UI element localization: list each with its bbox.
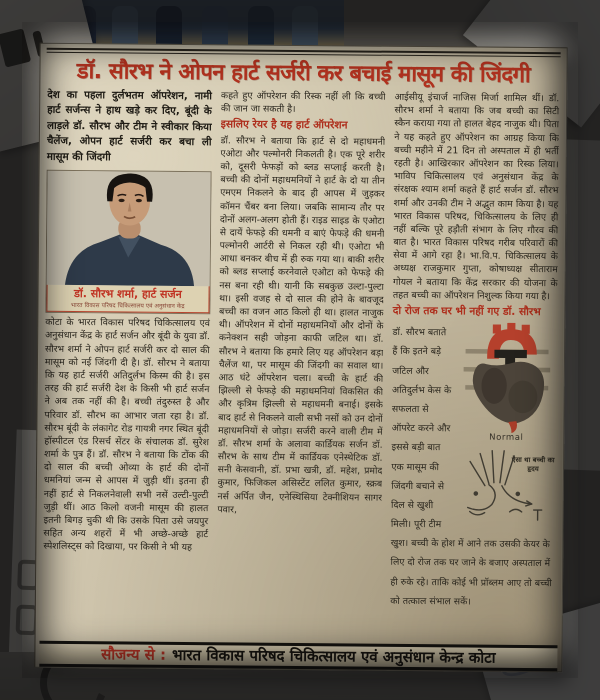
- courtesy-prefix: सौजन्य से :: [101, 645, 167, 664]
- background-print-mark: [0, 28, 31, 67]
- photo-caption-title: डॉ. सौरभ शर्मा, हार्ट सर्जन: [73, 287, 182, 302]
- column-middle: [216, 89, 385, 640]
- column-right-paragraph: आईसीयू इंचार्ज नाजिस मिर्जा शामिल थीं। डॉ. सौरभ शर्मा ने बताया कि जब बच्ची का सिटी स्कैन कराया गया तो हालत बेहद नाजुक थी। पिता ने यह कहते हुए ऑपरेशन का आग्रह किया कि बच्ची महीने में 21 दिन तो अस्पताल में ही भर्ती रहती है। आखिरकार ऑपरेशन का रिस्क लिया। भाविप चिकित्सालय एवं अनुसंधान केंद्र के संरक्षक श्याम शर्मा कहते हैं हार्ट सर्जन डॉ. सौरभ शर्मा और उनकी टीम ने अद्भुत काम किया है। यह भारत विकास परिषद, चिकित्सालय के लिए ही नहीं बल्कि पूरे हड़ौती संभाग के लिए गौरव की बात है। भारत विकास परिषद गरीब परिवारों की सेवा में आगे रहा है। भा.वि.प. चिकित्सालय के अध्यक्ष राजकुमार गुप्ता, कोषाध्यक्ष सीताराम गोयल ने बताया कि केंद्र सरकार की योजना के तहत बच्ची का ऑपरेशन निशुल्क किया गया है।: [392, 91, 560, 302]
- doctor-portrait-illustration: [47, 171, 211, 286]
- normal-heart-diagram: [456, 323, 557, 444]
- column-left: [43, 88, 212, 639]
- column-right-flow: [390, 320, 557, 609]
- normal-heart-label: Normal: [489, 432, 524, 444]
- article-columns: [43, 88, 560, 642]
- doctor-photo: [45, 170, 211, 314]
- photo-caption-subtitle: भारत विकास परिषद चिकित्सालय एवं अनुसंधान केंद्र: [70, 302, 185, 311]
- article-headline: डॉ. सौरभ ने ओपन हार्ट सर्जरी कर बचाई मासूम की जिंदगी: [76, 59, 531, 88]
- newspaper-clipping: [34, 43, 567, 673]
- article-intro: देश का पहला दुर्लभतम ऑपरेशन, नामी हार्ट सर्जन्स ने हाथ खड़े कर दिए, बूंदी के लाड़ले डॉ. सौरभ और टीम ने स्वीकार किया चैलेंज, ओपन हार्ट सर्जरी कर बचा ली मासूम की जिंदगी: [46, 88, 213, 164]
- child-heart-sketch: [452, 448, 557, 531]
- column-middle-subhead: इसलिए रेयर है यह हार्ट ऑपरेशन: [220, 118, 348, 132]
- heart-anatomy-illustration: [456, 323, 557, 434]
- column-left-body: कोटा के भारत विकास परिषद चिकित्सालय एवं अनुसंधान केंद्र के हार्ट सर्जन और बूंदी के युवा डॉ. सौरभ शर्मा ने ओपन हार्ट सर्जरी कर दो साल की मासूम को नई जिंदगी दी है। डॉ. सौरभ ने बताया कि यह हार्ट सर्जरी अतिदुर्लभ किस्म की है। इस तरह की हार्ट सर्जरी देश के किसी भी हार्ट सर्जन ने अब तक नहीं की है। बच्ची तंदुरुस्त है और परिवार डॉ. सौरभ का आभार जता रहा है। डॉ. सौरभ बूंदी के लंकागेट रोड गायत्री नगर स्थित बूंदी हॉस्पीटल एंड रिसर्च सेंटर के संचालक डॉ. सुरेश शर्मा के पुत्र हैं। डॉ. सौरभ ने बताया कि टोंक की दो साल की बच्ची ओव्या के हार्ट की दोनों धमनियां जन्म से आपस में जुड़ी थीं। इतना ही नहीं हार्ट से निकलनेवाली सभी नसें उल्टी-पुल्टी जुड़ी थीं। आठ किलो वजनी मासूम की हालत इतनी बिगड़ चुकी थी कि उसके पिता उसे जयपुर सहित अन्य शहरों में भी अच्छे-अच्छे हार्ट स्पेशलिस्ट्स को दिखाया, पर किसी ने भी यह: [43, 316, 211, 554]
- column-middle-paragraph: डॉ. सौरभ ने बताया कि हार्ट से दो महाधमनी एओटा और पल्मोनरी निकलती है। एक पूरे शरीर को, दूसरी फेफड़ों को ब्लड सप्लाई करती है। बच्ची की दोनों महाधमनियों ने हार्ट के दो या तीन एमएम निकलने के बाद ही आपस में जुड़कर कॉमन चैंबर बना लिया। जबकि सामान्य तौर पर दोनों अलग-अलग होती हैं। राइड साइड के एओटा से दायें फेफड़े की धमनी व बाएं फेफड़े की धमनी पल्मोनरी आर्टरी से निकल रही थी। एओटा भी आधा बनकर बीच में ही रुक गया था। बाकी शरीर को ब्लड सप्लाई करनेवाले एओटा को फेफड़े की नस बना रही थी। यानी कि सबकुछ उल्टा-पुल्टा था। इसी वजह से दो साल की होने के बावजूद बच्ची का वजन आठ किलो ही था। हालत नाजुक थी। ऑपरेशन में दोनों महाधमनियों और दोनों के कनेक्शन सही जोड़ना काफी जटिल था। डॉ. सौरभ ने बताया कि हमारे लिए यह ऑपरेशन बड़ा चैलेंज था, पर मासूम की जिंदगी का सवाल था। आठ घंटे ऑपरेशन चला। बच्ची के हार्ट की झिल्ली से फेफड़े की महाधमनियां विकसित की और कृत्रिम झिल्ली से महाधमनी बनाई। इसके बाद हार्ट से निकलने वाली सभी नसों को उन दोनों महाधमनियों से जोड़ा। सर्जरी करने वाली टीम में डॉ. सौरभ शर्मा के अलावा कार्डियक सर्जन डॉ. सौरभ के साथ टीम में कार्डियक एनेस्थेटिक डॉ. सनी केसवानी, डॉ. प्रभा खत्री, डॉ. महेश, प्रमोद कुमार, फिजिकल असिस्टेंट ललित कुमार, स्क्रब नर्स अर्पित जैन, एनेस्थिसिया टेक्नीशियन सागर पवार,: [217, 134, 386, 516]
- column-middle-paragraph: कहते हुए ऑपरेशन की रिस्क नहीं ली कि बच्ची की जान जा सकती है।: [220, 90, 386, 116]
- child-heart-sketch-label: ऐसा था बच्ची का हृदय: [511, 456, 555, 473]
- column-right-subhead: दो रोज तक घर भी नहीं गए डॉ. सौरभ: [392, 304, 541, 319]
- courtesy-banner: [39, 641, 557, 672]
- courtesy-text: भारत विकास परिषद चिकित्सालय एवं अनुसंधान केन्द्र कोटा: [171, 645, 496, 667]
- column-right: [390, 91, 559, 642]
- photo-caption: [46, 285, 209, 313]
- column-right-paragraph: डॉ. सौरभ बताते हैं कि इतने बड़े जटिल और अतिदुर्लभ केस के सफलता से ऑपरेट करने और इससे बड़ी बात एक मासूम की जिंदगी बचाने से दिल से खुशी मिली। पूरी टीम खुश। बच्ची के होश में आने तक उसकी केयर के लिए दो रोज तक घर जाने के बजाए अस्पताल में ही रुके रहे। ताकि कोई भी प्रॉब्लम आए तो बच्ची को तत्काल संभाल सकें।: [390, 327, 552, 608]
